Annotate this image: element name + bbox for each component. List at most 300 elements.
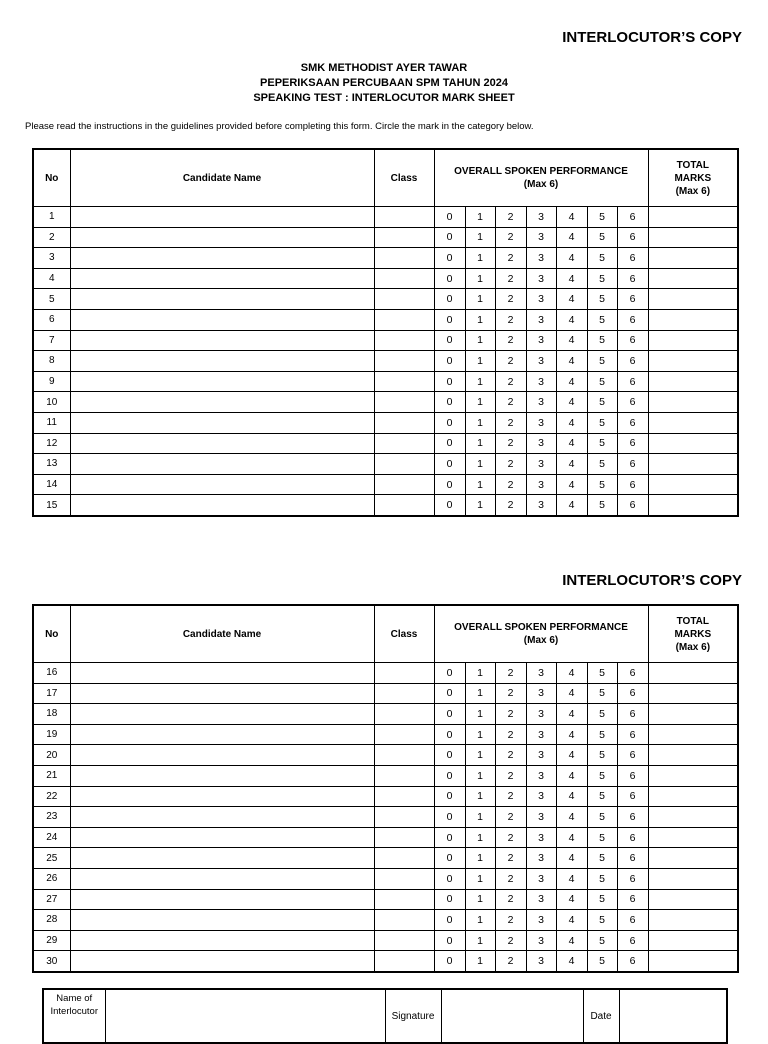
mark-option[interactable]: 3 [526,268,556,289]
mark-option[interactable]: 1 [465,371,495,392]
mark-option[interactable]: 0 [434,704,465,725]
mark-option[interactable]: 4 [556,412,587,433]
mark-option[interactable]: 4 [556,868,587,889]
mark-option[interactable]: 2 [495,889,526,910]
mark-option[interactable]: 1 [465,745,495,766]
mark-option[interactable]: 0 [434,848,465,869]
mark-option[interactable]: 6 [617,454,648,475]
candidate-name-cell[interactable] [70,704,374,725]
mark-option[interactable]: 5 [587,371,617,392]
mark-option[interactable]: 1 [465,289,495,310]
candidate-name-cell[interactable] [70,910,374,931]
class-cell[interactable] [374,910,434,931]
mark-option[interactable]: 5 [587,433,617,454]
signature-field[interactable] [441,989,583,1043]
candidate-name-cell[interactable] [70,889,374,910]
mark-option[interactable]: 6 [617,765,648,786]
mark-option[interactable]: 6 [617,474,648,495]
mark-option[interactable]: 1 [465,392,495,413]
class-cell[interactable] [374,663,434,684]
mark-option[interactable]: 3 [526,827,556,848]
mark-option[interactable]: 2 [495,663,526,684]
candidate-name-cell[interactable] [70,268,374,289]
mark-option[interactable]: 0 [434,392,465,413]
mark-option[interactable]: 1 [465,474,495,495]
mark-option[interactable]: 4 [556,889,587,910]
mark-option[interactable]: 3 [526,248,556,269]
mark-option[interactable]: 3 [526,227,556,248]
mark-option[interactable]: 6 [617,889,648,910]
mark-option[interactable]: 1 [465,227,495,248]
mark-option[interactable]: 0 [434,454,465,475]
mark-option[interactable]: 3 [526,889,556,910]
candidate-name-cell[interactable] [70,474,374,495]
total-marks-cell[interactable] [648,371,738,392]
mark-option[interactable]: 5 [587,704,617,725]
mark-option[interactable]: 5 [587,309,617,330]
mark-option[interactable]: 5 [587,765,617,786]
candidate-name-cell[interactable] [70,207,374,228]
mark-option[interactable]: 0 [434,724,465,745]
class-cell[interactable] [374,848,434,869]
class-cell[interactable] [374,248,434,269]
mark-option[interactable]: 3 [526,289,556,310]
mark-option[interactable]: 6 [617,392,648,413]
class-cell[interactable] [374,745,434,766]
mark-option[interactable]: 5 [587,848,617,869]
candidate-name-cell[interactable] [70,724,374,745]
total-marks-cell[interactable] [648,848,738,869]
mark-option[interactable]: 6 [617,495,648,516]
mark-option[interactable]: 6 [617,433,648,454]
mark-option[interactable]: 5 [587,351,617,372]
mark-option[interactable]: 2 [495,807,526,828]
candidate-name-cell[interactable] [70,663,374,684]
mark-option[interactable]: 3 [526,351,556,372]
mark-option[interactable]: 1 [465,848,495,869]
mark-option[interactable]: 2 [495,848,526,869]
total-marks-cell[interactable] [648,724,738,745]
mark-option[interactable]: 6 [617,724,648,745]
mark-option[interactable]: 3 [526,951,556,972]
mark-option[interactable]: 5 [587,745,617,766]
class-cell[interactable] [374,289,434,310]
total-marks-cell[interactable] [648,268,738,289]
class-cell[interactable] [374,392,434,413]
mark-option[interactable]: 3 [526,868,556,889]
mark-option[interactable]: 6 [617,309,648,330]
mark-option[interactable]: 1 [465,663,495,684]
total-marks-cell[interactable] [648,683,738,704]
total-marks-cell[interactable] [648,827,738,848]
class-cell[interactable] [374,495,434,516]
mark-option[interactable]: 3 [526,807,556,828]
mark-option[interactable]: 0 [434,248,465,269]
total-marks-cell[interactable] [648,392,738,413]
mark-option[interactable]: 2 [495,268,526,289]
mark-option[interactable]: 3 [526,474,556,495]
mark-option[interactable]: 4 [556,371,587,392]
mark-option[interactable]: 5 [587,289,617,310]
mark-option[interactable]: 2 [495,371,526,392]
mark-option[interactable]: 4 [556,683,587,704]
mark-option[interactable]: 6 [617,951,648,972]
mark-option[interactable]: 4 [556,268,587,289]
mark-option[interactable]: 2 [495,351,526,372]
mark-option[interactable]: 0 [434,827,465,848]
mark-option[interactable]: 4 [556,663,587,684]
mark-option[interactable]: 0 [434,745,465,766]
mark-option[interactable]: 3 [526,309,556,330]
candidate-name-cell[interactable] [70,765,374,786]
mark-option[interactable]: 1 [465,683,495,704]
class-cell[interactable] [374,268,434,289]
total-marks-cell[interactable] [648,412,738,433]
candidate-name-cell[interactable] [70,848,374,869]
class-cell[interactable] [374,227,434,248]
mark-option[interactable]: 4 [556,351,587,372]
mark-option[interactable]: 1 [465,910,495,931]
class-cell[interactable] [374,330,434,351]
mark-option[interactable]: 6 [617,868,648,889]
mark-option[interactable]: 1 [465,351,495,372]
mark-option[interactable]: 5 [587,330,617,351]
mark-option[interactable]: 1 [465,248,495,269]
mark-option[interactable]: 2 [495,309,526,330]
mark-option[interactable]: 1 [465,724,495,745]
mark-option[interactable]: 1 [465,951,495,972]
mark-option[interactable]: 5 [587,248,617,269]
mark-option[interactable]: 2 [495,930,526,951]
mark-option[interactable]: 1 [465,454,495,475]
total-marks-cell[interactable] [648,704,738,725]
total-marks-cell[interactable] [648,910,738,931]
mark-option[interactable]: 0 [434,930,465,951]
total-marks-cell[interactable] [648,207,738,228]
total-marks-cell[interactable] [648,951,738,972]
candidate-name-cell[interactable] [70,745,374,766]
candidate-name-cell[interactable] [70,454,374,475]
mark-option[interactable]: 4 [556,724,587,745]
mark-option[interactable]: 6 [617,412,648,433]
mark-option[interactable]: 1 [465,807,495,828]
mark-option[interactable]: 1 [465,495,495,516]
mark-option[interactable]: 3 [526,392,556,413]
mark-option[interactable]: 4 [556,330,587,351]
mark-option[interactable]: 6 [617,371,648,392]
mark-option[interactable]: 6 [617,248,648,269]
class-cell[interactable] [374,371,434,392]
class-cell[interactable] [374,351,434,372]
candidate-name-cell[interactable] [70,289,374,310]
mark-option[interactable]: 2 [495,248,526,269]
candidate-name-cell[interactable] [70,392,374,413]
mark-option[interactable]: 4 [556,786,587,807]
candidate-name-cell[interactable] [70,309,374,330]
mark-option[interactable]: 3 [526,412,556,433]
mark-option[interactable]: 5 [587,827,617,848]
mark-option[interactable]: 5 [587,474,617,495]
mark-option[interactable]: 2 [495,951,526,972]
mark-option[interactable]: 5 [587,454,617,475]
mark-option[interactable]: 2 [495,392,526,413]
candidate-name-cell[interactable] [70,930,374,951]
mark-option[interactable]: 2 [495,330,526,351]
total-marks-cell[interactable] [648,289,738,310]
mark-option[interactable]: 2 [495,454,526,475]
mark-option[interactable]: 2 [495,289,526,310]
class-cell[interactable] [374,951,434,972]
class-cell[interactable] [374,433,434,454]
mark-option[interactable]: 4 [556,745,587,766]
total-marks-cell[interactable] [648,786,738,807]
mark-option[interactable]: 1 [465,309,495,330]
mark-option[interactable]: 1 [465,765,495,786]
total-marks-cell[interactable] [648,930,738,951]
mark-option[interactable]: 4 [556,807,587,828]
total-marks-cell[interactable] [648,765,738,786]
total-marks-cell[interactable] [648,663,738,684]
mark-option[interactable]: 3 [526,930,556,951]
mark-option[interactable]: 3 [526,745,556,766]
mark-option[interactable]: 4 [556,910,587,931]
total-marks-cell[interactable] [648,745,738,766]
mark-option[interactable]: 2 [495,683,526,704]
mark-option[interactable]: 2 [495,227,526,248]
class-cell[interactable] [374,889,434,910]
mark-option[interactable]: 0 [434,683,465,704]
candidate-name-cell[interactable] [70,330,374,351]
mark-option[interactable]: 3 [526,910,556,931]
mark-option[interactable]: 4 [556,207,587,228]
mark-option[interactable]: 3 [526,371,556,392]
mark-option[interactable]: 6 [617,207,648,228]
mark-option[interactable]: 4 [556,495,587,516]
mark-option[interactable]: 4 [556,248,587,269]
mark-option[interactable]: 0 [434,910,465,931]
mark-option[interactable]: 6 [617,351,648,372]
mark-option[interactable]: 3 [526,765,556,786]
mark-option[interactable]: 3 [526,848,556,869]
class-cell[interactable] [374,207,434,228]
mark-option[interactable]: 4 [556,454,587,475]
mark-option[interactable]: 0 [434,433,465,454]
mark-option[interactable]: 2 [495,433,526,454]
candidate-name-cell[interactable] [70,412,374,433]
mark-option[interactable]: 6 [617,663,648,684]
mark-option[interactable]: 2 [495,827,526,848]
mark-option[interactable]: 3 [526,207,556,228]
mark-option[interactable]: 4 [556,392,587,413]
mark-option[interactable]: 1 [465,930,495,951]
mark-option[interactable]: 0 [434,951,465,972]
candidate-name-cell[interactable] [70,786,374,807]
mark-option[interactable]: 5 [587,889,617,910]
mark-option[interactable]: 5 [587,392,617,413]
mark-option[interactable]: 3 [526,683,556,704]
mark-option[interactable]: 0 [434,207,465,228]
class-cell[interactable] [374,765,434,786]
candidate-name-cell[interactable] [70,433,374,454]
mark-option[interactable]: 5 [587,663,617,684]
class-cell[interactable] [374,930,434,951]
mark-option[interactable]: 6 [617,745,648,766]
class-cell[interactable] [374,454,434,475]
mark-option[interactable]: 3 [526,724,556,745]
mark-option[interactable]: 0 [434,495,465,516]
mark-option[interactable]: 0 [434,351,465,372]
candidate-name-cell[interactable] [70,868,374,889]
mark-option[interactable]: 0 [434,289,465,310]
mark-option[interactable]: 2 [495,724,526,745]
mark-option[interactable]: 1 [465,889,495,910]
class-cell[interactable] [374,474,434,495]
total-marks-cell[interactable] [648,227,738,248]
mark-option[interactable]: 4 [556,309,587,330]
mark-option[interactable]: 5 [587,268,617,289]
mark-option[interactable]: 1 [465,330,495,351]
total-marks-cell[interactable] [648,807,738,828]
total-marks-cell[interactable] [648,868,738,889]
mark-option[interactable]: 0 [434,786,465,807]
mark-option[interactable]: 6 [617,786,648,807]
mark-option[interactable]: 6 [617,930,648,951]
candidate-name-cell[interactable] [70,371,374,392]
mark-option[interactable]: 5 [587,495,617,516]
mark-option[interactable]: 6 [617,807,648,828]
mark-option[interactable]: 3 [526,433,556,454]
mark-option[interactable]: 5 [587,683,617,704]
interlocutor-name-field[interactable] [105,989,385,1043]
candidate-name-cell[interactable] [70,227,374,248]
mark-option[interactable]: 0 [434,412,465,433]
class-cell[interactable] [374,412,434,433]
mark-option[interactable]: 0 [434,765,465,786]
mark-option[interactable]: 1 [465,827,495,848]
mark-option[interactable]: 0 [434,889,465,910]
mark-option[interactable]: 1 [465,786,495,807]
date-field[interactable] [619,989,727,1043]
mark-option[interactable]: 1 [465,704,495,725]
mark-option[interactable]: 0 [434,807,465,828]
class-cell[interactable] [374,724,434,745]
mark-option[interactable]: 4 [556,433,587,454]
mark-option[interactable]: 3 [526,454,556,475]
mark-option[interactable]: 3 [526,330,556,351]
total-marks-cell[interactable] [648,309,738,330]
mark-option[interactable]: 2 [495,412,526,433]
mark-option[interactable]: 0 [434,868,465,889]
mark-option[interactable]: 6 [617,683,648,704]
mark-option[interactable]: 4 [556,474,587,495]
total-marks-cell[interactable] [648,248,738,269]
mark-option[interactable]: 5 [587,807,617,828]
mark-option[interactable]: 4 [556,930,587,951]
mark-option[interactable]: 5 [587,951,617,972]
class-cell[interactable] [374,704,434,725]
mark-option[interactable]: 0 [434,268,465,289]
mark-option[interactable]: 0 [434,309,465,330]
mark-option[interactable]: 5 [587,412,617,433]
mark-option[interactable]: 6 [617,227,648,248]
mark-option[interactable]: 5 [587,868,617,889]
class-cell[interactable] [374,827,434,848]
candidate-name-cell[interactable] [70,827,374,848]
mark-option[interactable]: 1 [465,433,495,454]
mark-option[interactable]: 4 [556,227,587,248]
mark-option[interactable]: 1 [465,207,495,228]
class-cell[interactable] [374,807,434,828]
candidate-name-cell[interactable] [70,683,374,704]
mark-option[interactable]: 5 [587,930,617,951]
mark-option[interactable]: 2 [495,765,526,786]
mark-option[interactable]: 6 [617,289,648,310]
mark-option[interactable]: 3 [526,495,556,516]
mark-option[interactable]: 2 [495,786,526,807]
mark-option[interactable]: 4 [556,289,587,310]
total-marks-cell[interactable] [648,889,738,910]
mark-option[interactable]: 5 [587,724,617,745]
mark-option[interactable]: 2 [495,745,526,766]
class-cell[interactable] [374,786,434,807]
mark-option[interactable]: 2 [495,704,526,725]
mark-option[interactable]: 3 [526,663,556,684]
mark-option[interactable]: 4 [556,704,587,725]
total-marks-cell[interactable] [648,474,738,495]
mark-option[interactable]: 3 [526,786,556,807]
mark-option[interactable]: 2 [495,474,526,495]
mark-option[interactable]: 1 [465,268,495,289]
mark-option[interactable]: 2 [495,207,526,228]
mark-option[interactable]: 5 [587,910,617,931]
mark-option[interactable]: 4 [556,765,587,786]
candidate-name-cell[interactable] [70,495,374,516]
class-cell[interactable] [374,309,434,330]
candidate-name-cell[interactable] [70,951,374,972]
mark-option[interactable]: 6 [617,330,648,351]
mark-option[interactable]: 5 [587,207,617,228]
mark-option[interactable]: 2 [495,868,526,889]
total-marks-cell[interactable] [648,330,738,351]
mark-option[interactable]: 0 [434,330,465,351]
mark-option[interactable]: 4 [556,848,587,869]
mark-option[interactable]: 1 [465,868,495,889]
total-marks-cell[interactable] [648,351,738,372]
mark-option[interactable]: 4 [556,827,587,848]
mark-option[interactable]: 5 [587,227,617,248]
mark-option[interactable]: 4 [556,951,587,972]
mark-option[interactable]: 6 [617,268,648,289]
class-cell[interactable] [374,868,434,889]
mark-option[interactable]: 6 [617,827,648,848]
candidate-name-cell[interactable] [70,248,374,269]
mark-option[interactable]: 2 [495,495,526,516]
mark-option[interactable]: 0 [434,663,465,684]
mark-option[interactable]: 6 [617,910,648,931]
mark-option[interactable]: 0 [434,371,465,392]
mark-option[interactable]: 6 [617,848,648,869]
candidate-name-cell[interactable] [70,807,374,828]
mark-option[interactable]: 6 [617,704,648,725]
total-marks-cell[interactable] [648,454,738,475]
candidate-name-cell[interactable] [70,351,374,372]
class-cell[interactable] [374,683,434,704]
total-marks-cell[interactable] [648,433,738,454]
mark-option[interactable]: 0 [434,474,465,495]
mark-option[interactable]: 5 [587,786,617,807]
total-marks-cell[interactable] [648,495,738,516]
mark-option[interactable]: 3 [526,704,556,725]
